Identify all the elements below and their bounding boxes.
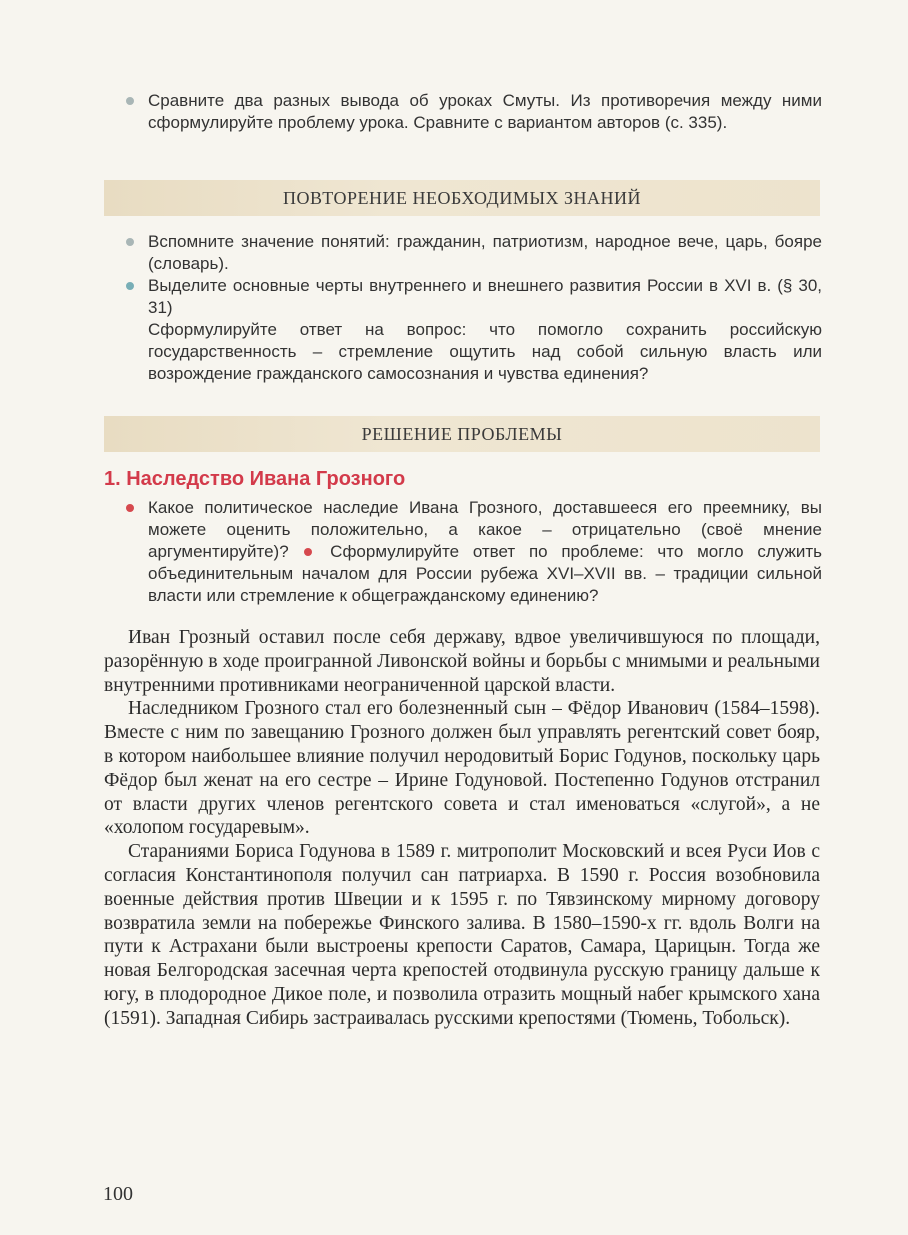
- bullet-icon: [126, 238, 134, 246]
- body-paragraph: Стараниями Бориса Годунова в 1589 г. митрополит Московский и всея Руси Иов с согласия Константинополя получил сан патриарха. В 1590 г. Россия возобновила военные действия против Швеции и к 1595 г. по Тявзинскому мирному договору возвратила земли на побережье Финского залива. В 1580–1590-х гг. вдоль Волги на пути к Астрахани были выстроены крепости Саратов, Самара, Царицын. Тогда же новая Белгородская засечная черта крепостей отодвинула русскую границу дальше к югу, в плодородное Дикое поле, и позволила отразить мощный набег крымского хана (1591). Западная Сибирь застраивалась русскими крепостями (Тюмень, Тобольск).: [104, 841, 820, 1029]
- body-paragraph: Иван Грозный оставил после себя державу, вдвое увеличившуюся по площади, разорённую в ходе проигранной Ливонской войны и борьбы с мнимыми и реальными внутренними противниками неограниченной царской власти.: [104, 627, 820, 696]
- intro-text: Сравните два разных вывода об уроках Смуты. Из противоречия между ними сформулируйте проблему урока. Сравните с вариантом авторов (с. 335).: [148, 91, 822, 132]
- review-block: [122, 231, 822, 385]
- review-section-band: [104, 180, 820, 216]
- question-bullet: [122, 497, 822, 607]
- bullet-icon: [126, 282, 134, 290]
- bullet-icon: [126, 97, 134, 105]
- review-item-text: Вспомните значение понятий: гражданин, патриотизм, народное вече, царь, бояре (словарь).: [148, 232, 822, 273]
- review-item: [122, 231, 822, 275]
- intro-block: [122, 90, 822, 134]
- review-item: [122, 275, 822, 319]
- review-band-title: ПОВТОРЕНИЕ НЕОБХОДИМЫХ ЗНАНИЙ: [282, 187, 642, 208]
- solution-band-title: РЕШЕНИЕ ПРОБЛЕМЫ: [361, 423, 563, 444]
- question-1-text: Какое политическое наследие Ивана Грозного, доставшееся его преемнику, вы можете оценить положительно, а какое – отрицательно (своё мнение аргументируйте)?: [148, 498, 822, 561]
- body-text: [104, 626, 820, 1031]
- body-paragraph: Наследником Грозного стал его болезненный сын – Фёдор Иванович (1584–1598). Вместе с ним по завещанию Грозного должен был управлять регентский совет бояр, в котором наибольшее влияние получил неродовитый Борис Годунов, поскольку царь Фёдор был женат на его сестре – Ирине Годуновой. Постепенно Годунов отстранил от власти других членов регентского совета и стал именоваться «слугой», а не «холопом государевым».: [104, 698, 820, 839]
- section-heading: 1. Наследство Ивана Грозного: [104, 468, 406, 490]
- bullet-icon: [304, 548, 312, 556]
- intro-bullet: [122, 90, 822, 134]
- page-number: 100: [103, 1183, 133, 1205]
- section-questions: [122, 497, 822, 607]
- bullet-icon: [126, 504, 134, 512]
- question-2-text: Сформулируйте ответ по проблеме: что могло служить объединительным началом для России рубежа XVI–XVII вв. – традиции сильной власти или стремление к общегражданскому единению?: [148, 542, 822, 605]
- solution-section-band: [104, 416, 820, 452]
- review-followup: Сформулируйте ответ на вопрос: что помогло сохранить российскую государственность – стремление ощутить над собой сильную власть или возрождение гражданского самосознания и чувства единения?: [148, 320, 822, 383]
- review-item-text: Выделите основные черты внутреннего и внешнего развития России в XVI в. (§ 30, 31): [148, 276, 822, 317]
